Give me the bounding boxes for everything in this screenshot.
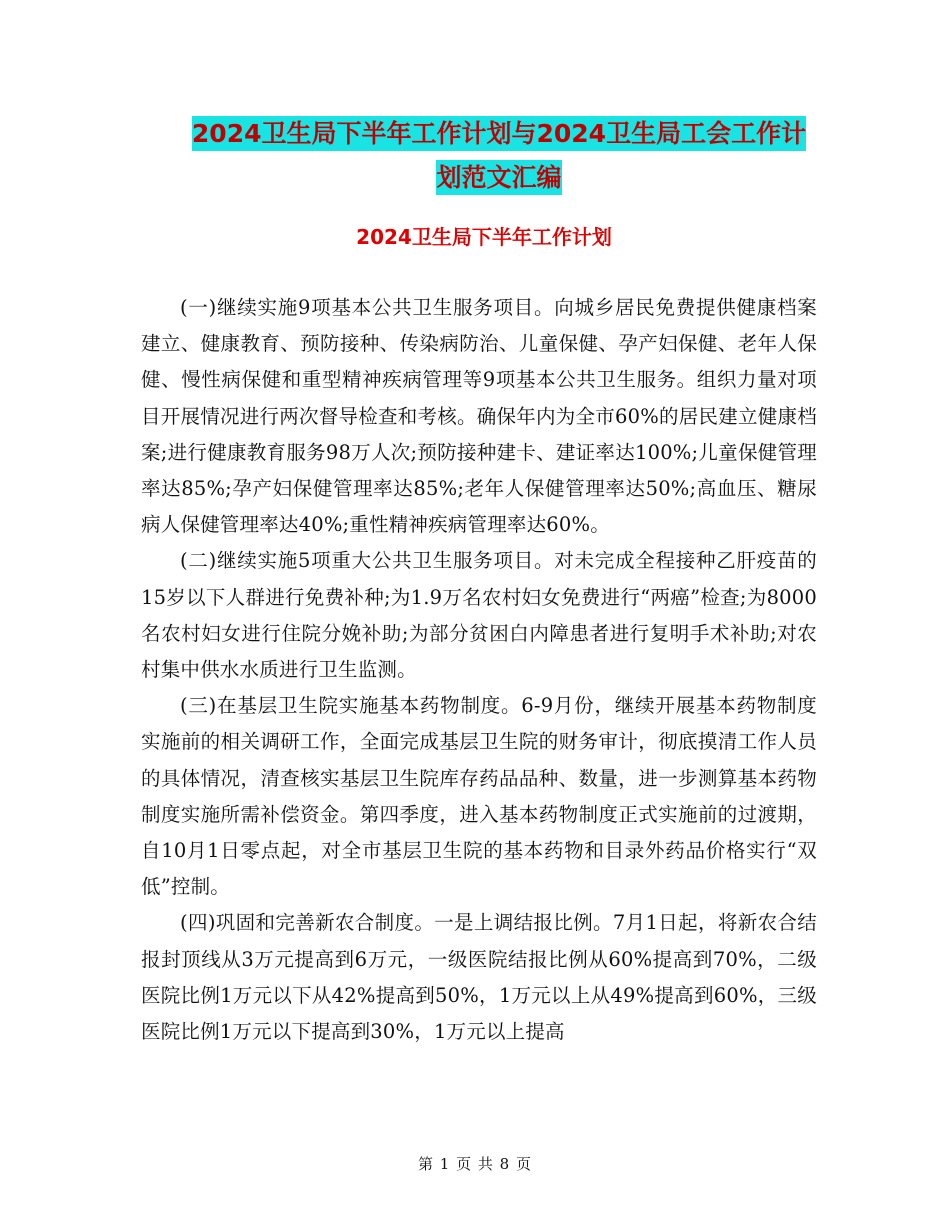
document-title-line-2: 划范文汇编: [436, 160, 561, 195]
document-title-line-1: 2024卫生局下半年工作计划与2024卫生局工会工作计: [192, 116, 806, 151]
paragraph: (一)继续实施9项基本公共卫生服务项目。向城乡居民免费提供健康档案建立、健康教育、预防接种、传染病防治、儿童保健、孕产妇保健、老年人保健、慢性病保健和重型精神疾病管理等9项基本公共卫生服务。组织力量对项目开展情况进行两次督导检查和考核。确保年内为全市60%的居民建立健康档案;进行健康教育服务98万人次;预防接种建卡、建证率达100%;儿童保健管理率达85%;孕产妇保健管理率达85%;老年人保健管理率达50%;高血压、糖尿病人保健管理率达40%;重性精神疾病管理率达60%。: [141, 296, 817, 537]
paragraph: (二)继续实施5项重大公共卫生服务项目。对未完成全程接种乙肝疫苗的15岁以下人群进行免费补种;为1.9万名农村妇女免费进行“两癌”检查;为8000名农村妇女进行住院分娩补助;为部分贫困白内障患者进行复明手术补助;对农村集中供水水质进行卫生监测。: [141, 549, 817, 682]
page-footer: 第 1 页 共 8 页: [418, 1155, 532, 1173]
paragraph: (四)巩固和完善新农合制度。一是上调结报比例。7月1日起，将新农合结报封顶线从3万元提高到6万元，一级医院结报比例从60%提高到70%，二级医院比例1万元以下从42%提高到50%，1万元以上从49%提高到60%，三级医院比例1万元以下提高到30%，1万元以上提高: [141, 911, 817, 1044]
section-title: 2024卫生局下半年工作计划: [356, 225, 612, 249]
document-title: [140, 112, 858, 200]
paragraph: (三)在基层卫生院实施基本药物制度。6-9月份，继续开展基本药物制度实施前的相关调研工作，全面完成基层卫生院的财务审计，彻底摸清工作人员的具体情况，清查核实基层卫生院库存药品品种、数量，进一步测算基本药物制度实施所需补偿资金。第四季度，进入基本药物制度正式实施前的过渡期，自10月1日零点起，对全市基层卫生院的基本药物和目录外药品价格实行“双低”控制。: [141, 694, 817, 899]
document-body: [141, 290, 817, 1050]
